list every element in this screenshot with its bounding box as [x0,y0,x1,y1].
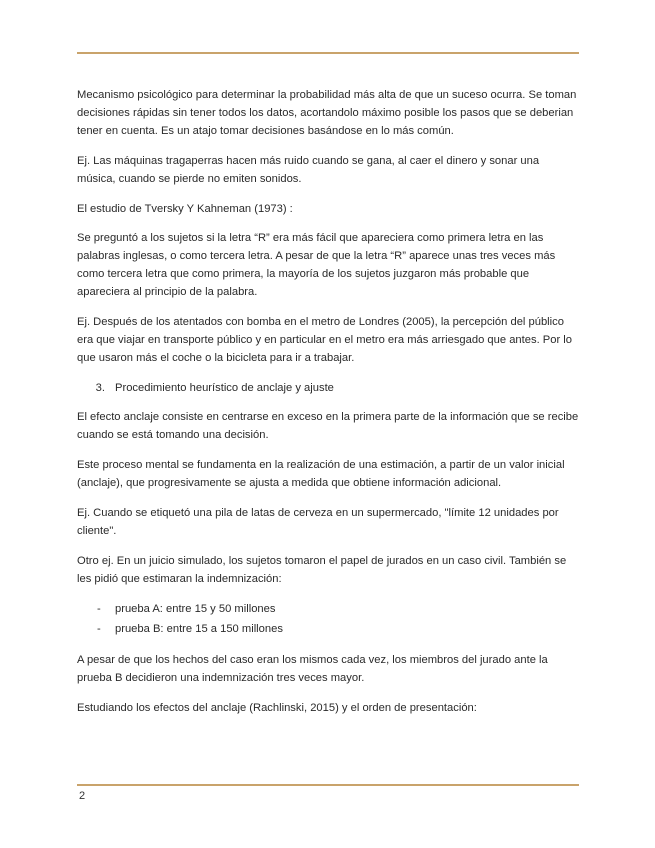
header-rule [77,52,579,54]
numbered-heading-number: 3. [95,382,105,394]
paragraph-example-trial: Otro ej. En un juicio simulado, los sujetos tomaron el papel de jurados en un caso civil. También se les pidió que estimaran la indemnización: [77,555,567,585]
page-body [77,86,579,729]
list-item-text: prueba B: entre 15 a 150 millones [115,623,283,635]
list-bullet: - [97,603,101,615]
paragraph-example-london: Ej. Después de los atentados con bomba en el metro de Londres (2005), la percepción del público era que viajar en transporte público y en particular en el metro era más arriesgado que antes. Por lo que usaron más el coche o la bicicleta para ir a trabajar. [77,316,573,364]
paragraph-study-description: Se preguntó a los sujetos si la letra “R” era más fácil que apareciera como primera letra en las palabras inglesas, o como tercera letra. A pesar de que la letra “R” aparece unas tres veces más como tercera letra que como primera, la mayoría de los sujetos juzgaron más probable que apareciera al principio de la palabra. [77,232,556,298]
paragraph-rachlinski: Estudiando los efectos del anclaje (Rachlinski, 2015) y el orden de presentación: [77,702,477,714]
paragraph-anchoring-definition: El efecto anclaje consiste en centrarse en exceso en la primera parte de la información que se recibe cuando se está tomando una decisión. [77,411,579,441]
paragraph-trial-result: A pesar de que los hechos del caso eran los mismos cada vez, los miembros del jurado ante la prueba B decidieron una indemnización tres veces mayor. [77,654,548,684]
dash-list [77,599,579,639]
page-number: 2 [79,790,86,802]
numbered-heading [77,379,579,397]
list-item [77,599,579,619]
paragraph-study-heading: El estudio de Tversky Y Kahneman (1973) : [77,203,293,215]
list-item [77,619,579,639]
numbered-heading-text: Procedimiento heurístico de anclaje y ajuste [115,382,334,394]
paragraph-mental-process: Este proceso mental se fundamenta en la realización de una estimación, a partir de un valor inicial (anclaje), que progresivamente se ajusta a medida que obtiene información adicional. [77,459,565,489]
footer-rule [77,784,579,786]
list-bullet: - [97,623,101,635]
list-item-text: prueba A: entre 15 y 50 millones [115,603,276,615]
paragraph-example-beer: Ej. Cuando se etiquetó una pila de latas de cerveza en un supermercado, "límite 12 unidades por cliente". [77,507,559,537]
paragraph-definition: Mecanismo psicológico para determinar la probabilidad más alta de que un suceso ocurra. Se toman decisiones rápidas sin tener todos los datos, acortandolo máximo posible los pasos que se deberian tener en cuenta. Es un atajo tomar decisiones basándose en lo más común. [77,89,577,137]
paragraph-example-slot-machines: Ej. Las máquinas tragaperras hacen más ruido cuando se gana, al caer el dinero y sonar una música, cuando se pierde no emiten sonidos. [77,155,540,185]
